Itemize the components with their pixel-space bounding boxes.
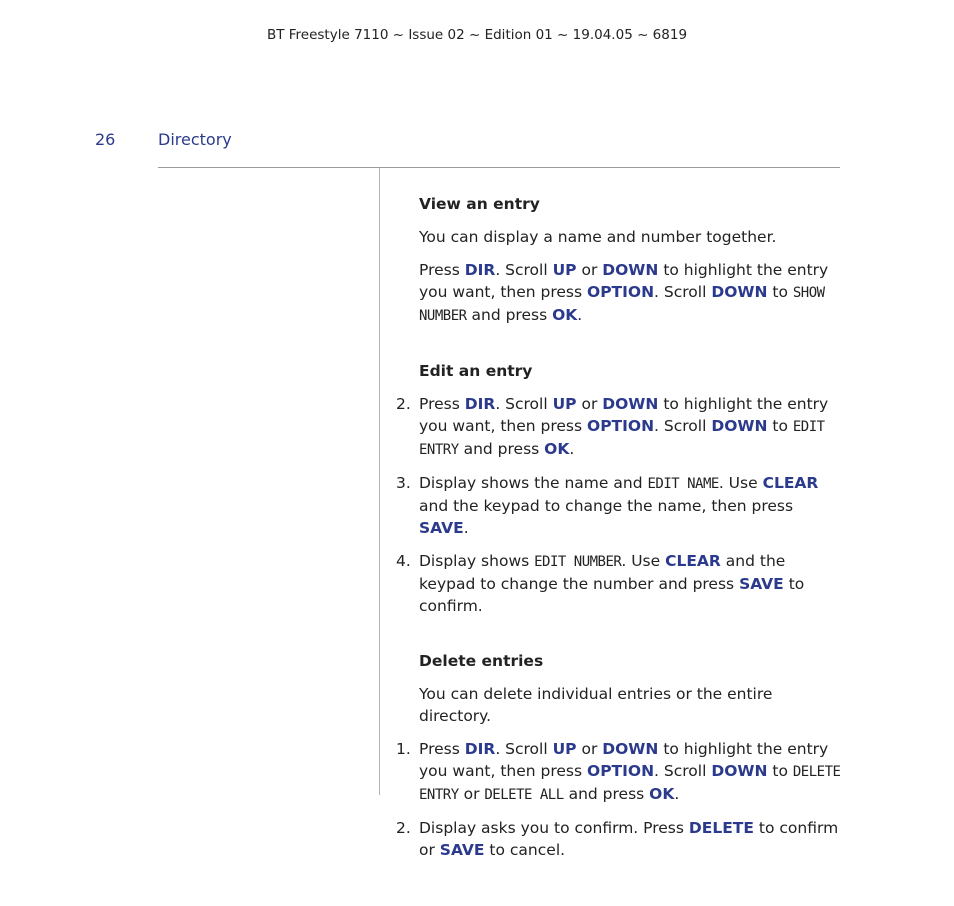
key-dir: DIR <box>464 395 496 413</box>
key-down: DOWN <box>602 395 659 413</box>
view-entry-intro: You can display a name and number together. <box>419 228 777 246</box>
display-text: EDIT NUMBER <box>534 554 622 570</box>
step-number: 2. <box>396 819 411 837</box>
key-down: DOWN <box>602 261 659 279</box>
key-clear: CLEAR <box>665 552 721 570</box>
view-entry-instructions: Press DIR. Scroll UP or DOWN to highlight the entry you want, then press OPTION. Scroll DOWN to SHOW NUMBER and press OK. <box>419 261 829 324</box>
display-text: EDIT NAME <box>647 476 719 492</box>
key-down: DOWN <box>602 740 659 758</box>
edit-step: 2. Press DIR. Scroll UP or DOWN to highlight the entry you want, then press OPTION. Scroll DOWN to EDIT ENTRY and press OK. <box>396 395 829 458</box>
key-ok: OK <box>552 306 578 324</box>
step-number: 4. <box>396 552 411 570</box>
edit-step: 4. Display shows EDIT NUMBER. Use CLEAR and the keypad to change the number and press SAVE to confirm. <box>396 552 805 615</box>
delete-step: 1. Press DIR. Scroll UP or DOWN to highlight the entry you want, then press OPTION. Scroll DOWN to DELETE ENTRY or DELETE ALL and press OK. <box>396 740 841 803</box>
key-option: OPTION <box>587 762 655 780</box>
delete-entries-heading: Delete entries <box>419 652 544 670</box>
key-option: OPTION <box>587 417 655 435</box>
delete-step: 2. Display asks you to confirm. Press DELETE to confirm or SAVE to cancel. <box>396 819 839 859</box>
key-up: UP <box>552 395 577 413</box>
delete-entries-intro: You can delete individual entries or the entire directory. <box>419 685 773 725</box>
step-number: 3. <box>396 474 411 492</box>
step-number: 2. <box>396 395 411 413</box>
key-down: DOWN <box>711 283 768 301</box>
page-number: 26 <box>95 130 116 149</box>
key-option: OPTION <box>587 283 655 301</box>
column-rule <box>379 168 380 795</box>
key-save: SAVE <box>439 841 485 859</box>
key-save: SAVE <box>419 519 464 537</box>
document-header: BT Freestyle 7110 ~ Issue 02 ~ Edition 01 ~ 19.04.05 ~ 6819 <box>266 27 688 43</box>
key-down: DOWN <box>711 417 768 435</box>
key-clear: CLEAR <box>762 474 819 492</box>
step-number: 1. <box>396 740 411 758</box>
key-ok: OK <box>649 785 675 803</box>
key-up: UP <box>552 740 577 758</box>
key-save: SAVE <box>739 575 784 593</box>
display-text: EDIT ENTRY <box>419 419 825 458</box>
display-text: DELETE ALL <box>484 787 564 803</box>
key-up: UP <box>552 261 577 279</box>
key-dir: DIR <box>464 740 496 758</box>
display-text: SHOW NUMBER <box>419 285 825 324</box>
display-text: DELETE ENTRY <box>419 764 841 803</box>
key-delete: DELETE <box>688 819 754 837</box>
key-down: DOWN <box>711 762 768 780</box>
edit-step: 3. Display shows the name and EDIT NAME. Use CLEAR and the keypad to change the name, then press SAVE. <box>396 474 819 537</box>
header-rule <box>158 167 840 168</box>
content-column <box>396 193 844 872</box>
view-entry-heading: View an entry <box>419 195 540 213</box>
section-title: Directory <box>158 130 232 149</box>
edit-entry-heading: Edit an entry <box>419 362 533 380</box>
key-ok: OK <box>544 440 570 458</box>
key-dir: DIR <box>464 261 496 279</box>
